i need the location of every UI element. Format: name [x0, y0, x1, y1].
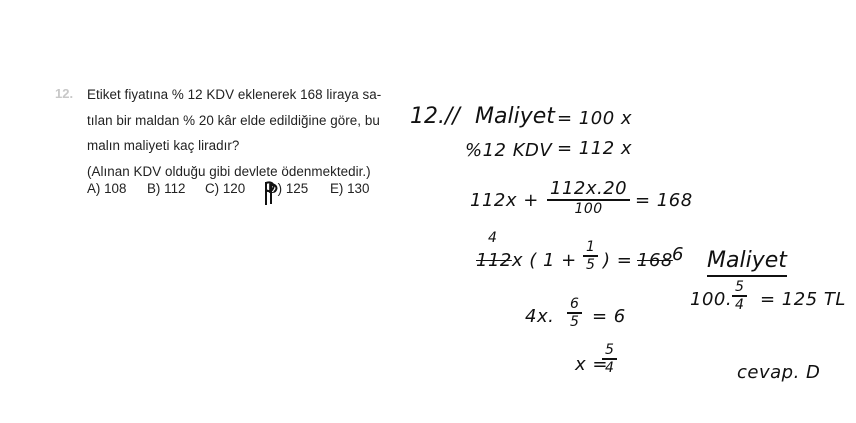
- hw-line6-left: x =: [575, 354, 608, 375]
- hw-maliyet: Maliyet: [475, 104, 555, 129]
- hw-answer: cevap. D: [737, 362, 821, 383]
- hw-maliyet-value: = 100 x: [557, 108, 633, 129]
- question-line: tılan bir maldan % 20 kâr elde edildiğine göre, bu: [87, 112, 380, 128]
- hw-line5-left: 4x.: [525, 306, 555, 327]
- question-line: malın maliyeti kaç liradır?: [87, 138, 240, 153]
- hw-one-fifth: $\frac{1}{5}$: [583, 239, 598, 273]
- choice-a: A) 108: [87, 181, 127, 196]
- hw-equation-left: 112x +: [470, 190, 539, 211]
- hw-struck-coefficient: 112x ( 1 +: [476, 250, 577, 271]
- hw-line5-fraction: $\frac{6}{5}$: [567, 296, 582, 330]
- hw-fraction-denominator: 100: [574, 201, 603, 217]
- question-line: (Alınan KDV olduğu gibi devlete ödenmektedir.): [87, 163, 371, 179]
- question-text: [87, 82, 397, 184]
- hw-equation-fraction: [547, 178, 630, 217]
- hw-close-paren: ) =: [603, 250, 633, 271]
- hw-equation-right: = 168: [635, 190, 693, 211]
- question-number: 12.: [55, 86, 74, 101]
- hw-maliyet-heading: Maliyet: [707, 248, 787, 273]
- handwritten-choice-mark: [262, 180, 280, 206]
- hw-maliyet-result: = 125 TL: [760, 289, 846, 310]
- hw-fraction-numerator: 112x.20: [547, 178, 630, 201]
- hw-line5-right: = 6: [592, 306, 626, 327]
- hw-number: 12.//: [410, 104, 460, 129]
- choice-b: B) 112: [147, 181, 186, 196]
- hw-struck-result: 168: [637, 250, 673, 271]
- hw-kdv-value: = 112 x: [557, 138, 633, 159]
- hw-result: 6: [672, 244, 684, 265]
- choice-c: C) 120: [205, 181, 246, 196]
- choice-e: E) 130: [330, 181, 370, 196]
- hw-kdv: %12 KDV: [465, 140, 553, 161]
- hw-maliyet-calc-left: 100.: [690, 289, 733, 310]
- hw-maliyet-fraction: $\frac{5}{4}$: [732, 279, 747, 313]
- hw-simplified-coefficient: 4: [488, 230, 497, 246]
- hw-line6-fraction: $\frac{5}{4}$: [602, 342, 617, 376]
- question-line: Etiket fiyatına % 12 KDV eklenerek 168 liraya sa-: [87, 87, 382, 102]
- choice-d: D) 125: [268, 181, 309, 196]
